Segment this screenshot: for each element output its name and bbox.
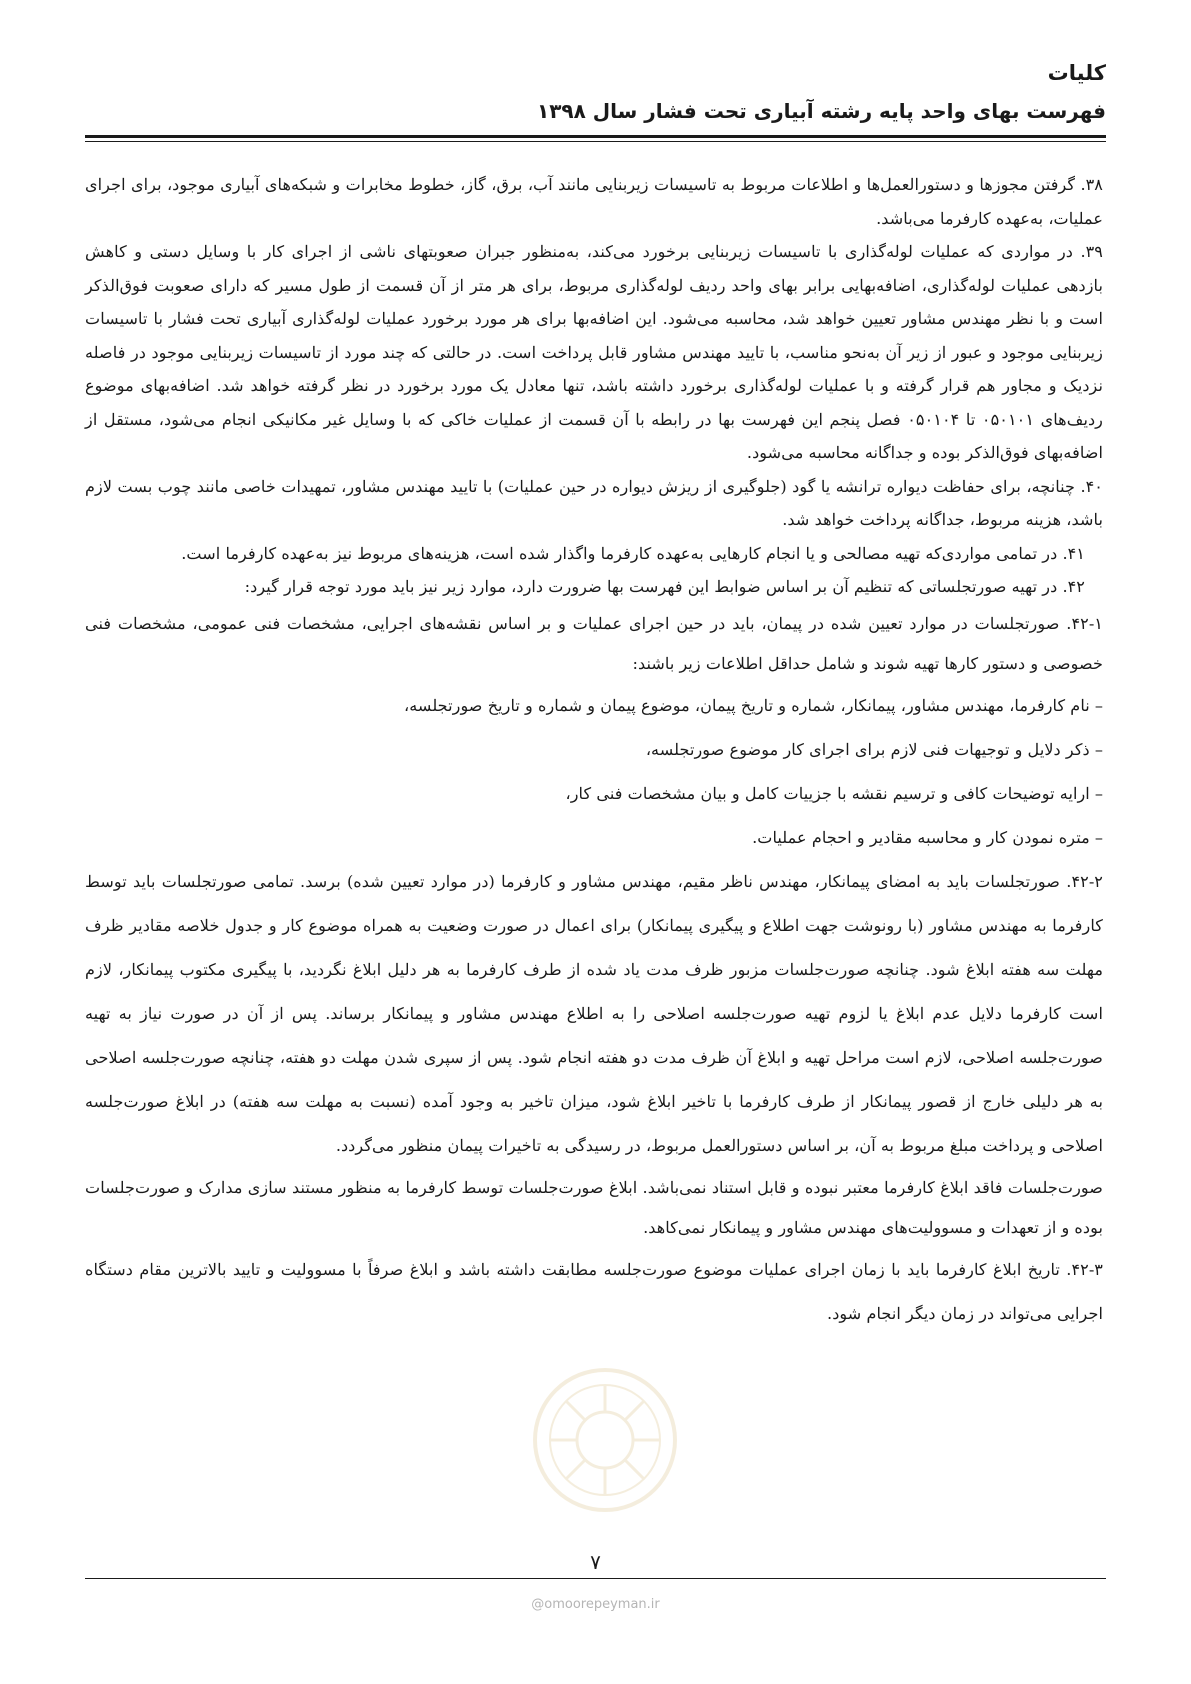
paragraph-42: ۴۲. در تهیه صورتجلساتی که تنظیم آن بر اساس ضوابط این فهرست بها ضرورت دارد، موارد زیر نیز باید مورد توجه قرار گیرد: bbox=[244, 577, 1085, 596]
header-rule-thin bbox=[85, 141, 1106, 142]
requirements-list bbox=[85, 684, 1103, 860]
paragraph-42-2b: صورت‌جلسات فاقد ابلاغ کارفرما معتبر نبوده و قابل استناد نمی‌باشد. ابلاغ صورت‌جلسات توسط کارفرما به منظور مستند سازی مدارک و صورت‌جلسات بوده و از تعهدات و مسوولیت‌های مهندس مشاور و پیمانکار نمی‌کاهد. bbox=[85, 1177, 1103, 1237]
paragraph-38: ۳۸. گرفتن مجوزها و دستورالعمل‌ها و اطلاعات مربوط به تاسیسات زیربنایی مانند آب، برق، گاز، خطوط مخابرات و شبکه‌های آبیاری موجود، برای اجرای عملیات، به‌عهده کارفرما می‌باشد. bbox=[85, 175, 1103, 228]
header-subtitle: فهرست بهای واحد پایه رشته آبیاری تحت فشار سال ۱۳۹۸ bbox=[537, 99, 1106, 123]
list-item: – ذکر دلایل و توجیهات فنی لازم برای اجرای کار موضوع صورتجلسه، bbox=[645, 739, 1103, 759]
document-body bbox=[85, 168, 1103, 1336]
seal-watermark-icon bbox=[530, 1365, 680, 1515]
list-item: – نام کارفرما، مهندس مشاور، پیمانکار، شماره و تاریخ پیمان، موضوع پیمان و شماره و تاریخ صورتجلسه، bbox=[403, 695, 1103, 715]
footer-rule bbox=[85, 1578, 1106, 1579]
paragraph-42-2: ۴۲-۲. صورتجلسات باید به امضای پیمانکار، مهندس ناظر مقیم، مهندس مشاور و کارفرما (در موارد تعیین شده) برسد. تمامی صورتجلسات باید توسط کارفرما به مهندس مشاور (با رونوشت جهت اطلاع و پیگیری پیمانکار) برای اعمال در صورت وضعیت به همراه موضوع کار و جدول خلاصه مقادیر ظرف مهلت سه هفته ابلاغ شود. چنانچه صورت‌جلسات مزبور ظرف مدت یاد شده از طرف کارفرما به هر دلیل ابلاغ نگردید، با پیگیری مکتوب پیمانکار، لازم است کارفرما دلایل عدم ابلاغ یا لزوم تهیه صورت‌جلسه اصلاحی را به اطلاع مهندس مشاور و پیمانکار برساند. پس از آن در صورت نیاز به تهیه صورت‌جلسه اصلاحی، لازم است مراحل تهیه و ابلاغ آن ظرف مدت دو هفته انجام شود. پس از سپری شدن مهلت دو هفته، چنانچه صورت‌جلسه اصلاحی به هر دلیلی خارج از قصور پیمانکار از طرف کارفرما با تاخیر ابلاغ شود، میزان تاخیر به وجود آمده (نسبت به مهلت سه هفته) در ابلاغ صورت‌جلسه اصلاحی و پرداخت مبلغ مربوط به آن، بر اساس دستورالعمل مربوط، در رسیدگی به تاخیرات پیمان منظور می‌گردد. bbox=[85, 871, 1103, 1155]
list-item: – متره نمودن کار و محاسبه مقادیر و احجام عملیات. bbox=[752, 827, 1103, 847]
list-item: – ارایه توضیحات کافی و ترسیم نقشه با جزییات کامل و بیان مشخصات فنی کار، bbox=[565, 783, 1103, 803]
paragraph-42-3: ۴۲-۳. تاریخ ابلاغ کارفرما باید با زمان اجرای عملیات موضوع صورت‌جلسه مطابقت داشته باشد و ابلاغ صرفاً با مسوولیت و تایید بالاترین مقام دستگاه اجرایی می‌تواند در زمان دیگر انجام شود. bbox=[85, 1259, 1103, 1323]
website-watermark: @omoorepeyman.ir bbox=[531, 1597, 660, 1612]
paragraph-39: ۳۹. در مواردی که عملیات لوله‌گذاری با تاسیسات زیربنایی برخورد می‌کند، به‌منظور جبران صعوبتهای ناشی از اجرای کار با وسایل دستی و کاهش بازدهی عملیات لوله‌گذاری، اضافه‌بهایی برابر بهای واحد ردیف لوله‌گذاری مربوط، برای هر متر از آن قسمت از طول مسیر که دارای صعوبت فوق‌الذکر است و با نظر مهندس مشاور تعیین خواهد شد، محاسبه می‌شود. این اضافه‌بها برای هر مورد برخورد عملیات لوله‌گذاری آبیاری تحت فشار با تاسیسات زیربنایی موجود و عبور از زیر آن به‌نحو مناسب، با تایید مهندس مشاور قابل پرداخت است. در حالتی که چند مورد از تاسیسات زیربنایی موجود در فاصله نزدیک و مجاور هم قرار گرفته و با عملیات لوله‌گذاری برخورد داشته باشد، تنها معادل یک مورد برخورد در نظر گرفته خواهد شد. اضافه‌بهای موضوع ردیف‌های ۰۵۰۱۰۱ تا ۰۵۰۱۰۴ فصل پنجم این فهرست بها در رابطه با آن قسمت از عملیات خاکی که با وسایل غیر مکانیکی انجام می‌شود، مستقل از اضافه‌بهای فوق‌الذکر بوده و جداگانه محاسبه می‌شود. bbox=[85, 242, 1103, 462]
paragraph-41: ۴۱. در تمامی مواردی‌که تهیه مصالحی و یا انجام کارهایی به‌عهده کارفرما واگذار شده است، هزینه‌های مربوط نیز به‌عهده کارفرما است. bbox=[181, 543, 1085, 563]
paragraph-40: ۴۰. چنانچه، برای حفاظت دیواره ترانشه یا گود (جلوگیری از ریزش دیواره در حین عملیات) با تایید مهندس مشاور، تمهیدات خاصی مانند چوب بست لازم باشد، هزینه مربوط، جداگانه پرداخت خواهد شد. bbox=[85, 476, 1103, 529]
paragraph-42-1: ۴۲-۱. صورتجلسات در موارد تعیین شده در پیمان، باید در حین اجرای عملیات و بر اساس نقشه‌های اجرایی، مشخصات فنی عمومی، مشخصات فنی خصوصی و دستور کارها تهیه شوند و شامل حداقل اطلاعات زیر باشند: bbox=[85, 613, 1103, 673]
page-header bbox=[85, 58, 1106, 126]
page-number: ۷ bbox=[590, 1550, 601, 1574]
header-rule-thick bbox=[85, 135, 1106, 138]
header-title: کلیات bbox=[1047, 61, 1106, 85]
